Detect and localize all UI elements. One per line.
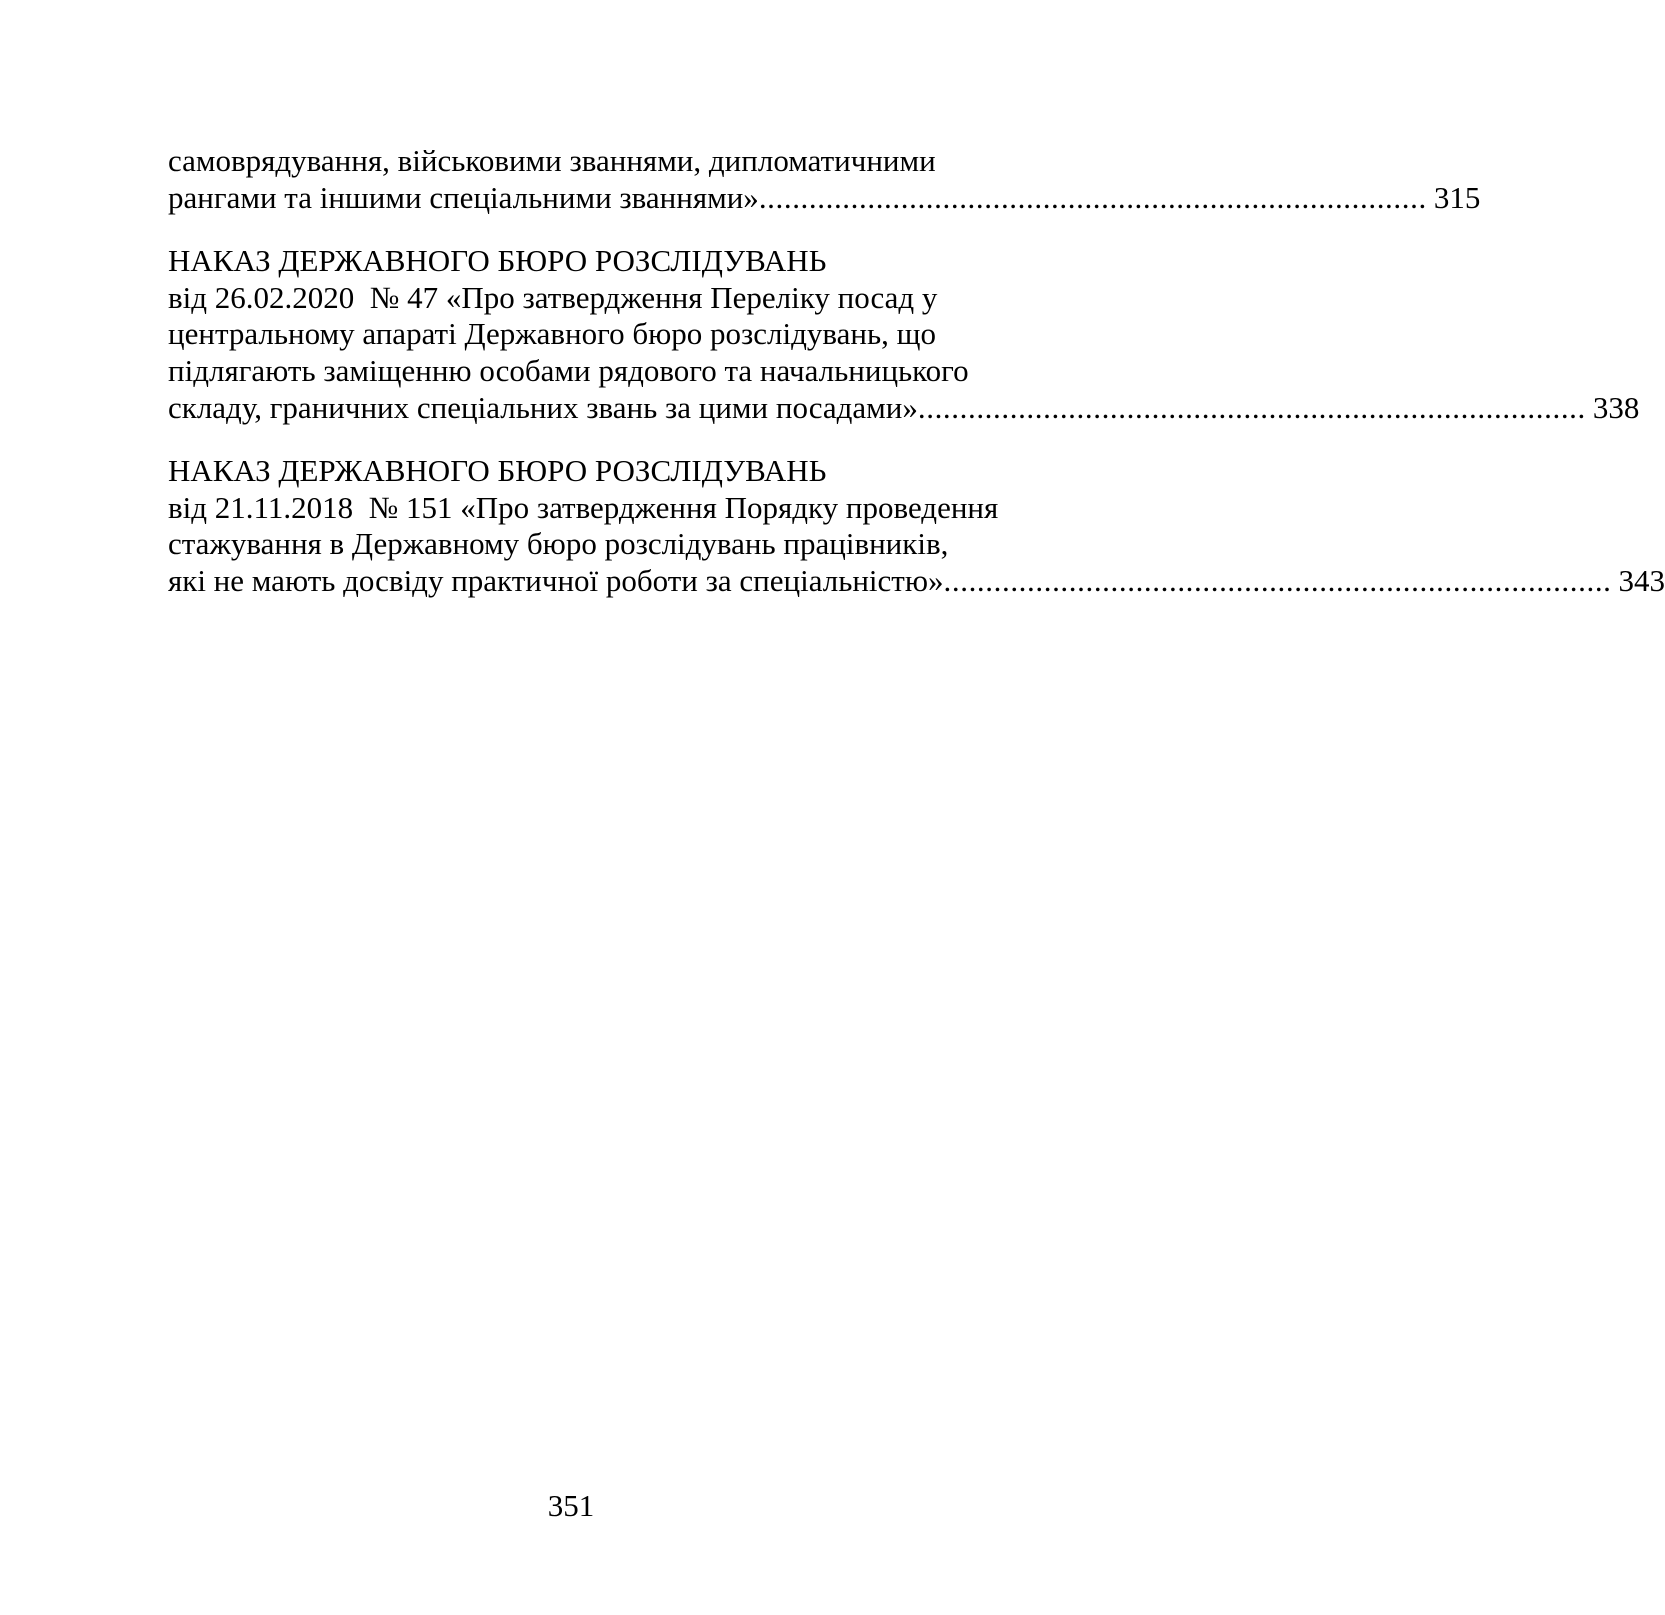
dot-leader	[759, 180, 1427, 217]
toc-page-number: 338	[1592, 389, 1640, 425]
page-footer	[0, 1488, 1142, 1525]
toc-line: від 21.11.2018 № 151 «Про затвердження Порядку проведення	[168, 489, 999, 525]
toc-page-content	[168, 143, 1665, 600]
toc-leader-line	[168, 389, 1640, 427]
page-number: 351	[547, 1488, 595, 1523]
toc-line: стажування в Державному бюро розслідувань працівників,	[168, 526, 949, 562]
dot-leader	[944, 563, 1612, 600]
toc-page-number: 315	[1433, 179, 1481, 215]
toc-entry	[168, 453, 1665, 599]
toc-line: самоврядування, військовими званнями, дипломатичними	[168, 143, 936, 178]
toc-leader-line	[168, 562, 1665, 600]
toc-entry-heading: НАКАЗ ДЕРЖАВНОГО БЮРО РОЗСЛІДУВАНЬ	[168, 453, 827, 489]
toc-page-number: 343	[1618, 562, 1665, 598]
toc-line: підлягають заміщенню особами рядового та начальницького	[168, 352, 969, 388]
dot-leader-fill: ................................................................................	[917, 389, 1586, 425]
dot-leader-fill: ................................................................................	[943, 562, 1612, 598]
toc-leader-line	[168, 179, 1481, 217]
toc-entry-heading: НАКАЗ ДЕРЖАВНОГО БЮРО РОЗСЛІДУВАНЬ	[168, 243, 827, 279]
toc-entry-text: які не мають досвіду практичної роботи за спеціальністю»	[168, 562, 944, 598]
toc-entry-text: рангами та іншими спеціальними званнями»	[168, 179, 759, 215]
toc-line: центральному апараті Державного бюро розслідувань, що	[168, 316, 936, 352]
toc-entry	[168, 243, 1640, 426]
toc-line: від 26.02.2020 № 47 «Про затвердження Переліку посад у	[168, 279, 938, 315]
toc-entry-text: складу, граничних спеціальних звань за цими посадами»	[168, 389, 918, 425]
toc-entry	[168, 143, 1481, 216]
dot-leader	[918, 390, 1586, 427]
dot-leader-fill: ................................................................................	[758, 179, 1427, 215]
